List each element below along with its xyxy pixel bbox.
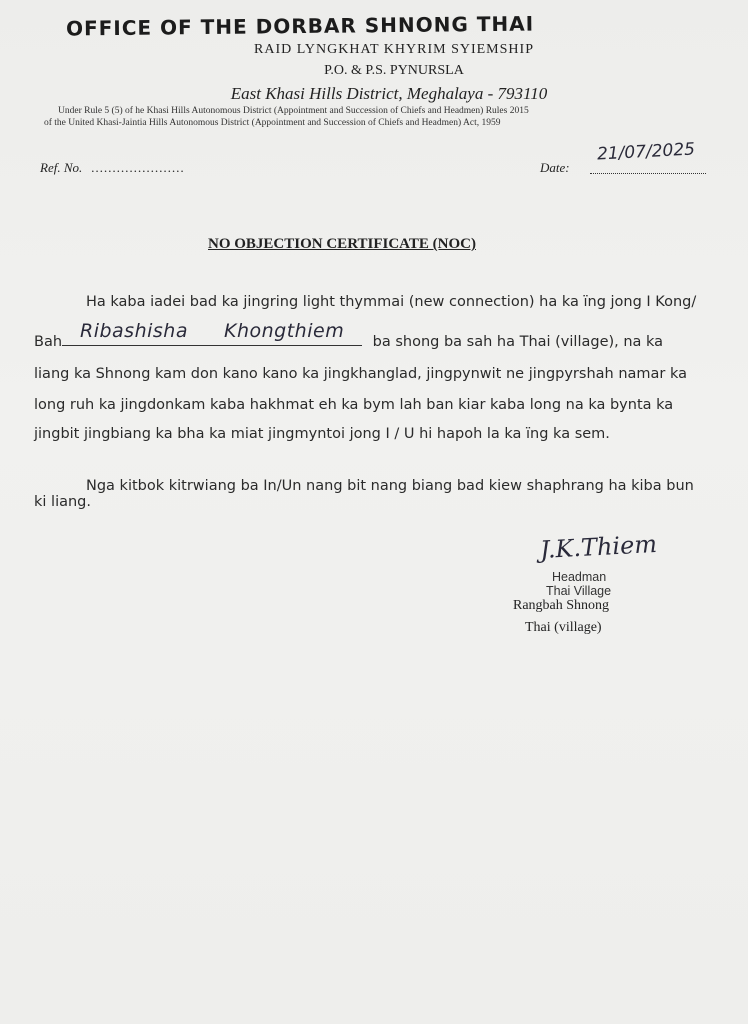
rule-reference-line-2: of the United Khasi-Jaintia Hills Autonomous District (Appointment and Succession of Chiefs and Headmen) Act, 1959 <box>44 118 501 128</box>
district-line: East Khasi Hills District, Meghalaya - 793110 <box>230 84 548 103</box>
certificate-title: NO OBJECTION CERTIFICATE (NOC) <box>208 236 476 252</box>
ref-label: Ref. No. <box>40 160 83 175</box>
date-label: Date: <box>540 160 570 175</box>
paragraph-1-line-1: Ha kaba iadei bad ka jingring light thymmai (new connection) ha ka ïng jong I Kong/ <box>86 294 697 310</box>
handwritten-name <box>80 320 344 342</box>
paragraph-1-line-5: jingbit jingbiang ka bha ka miat jingmyntoi jong I / U hi hapoh la ka ïng ka sem. <box>34 426 610 442</box>
handwritten-first-name: Ribashisha <box>80 320 188 342</box>
paragraph-1-line-3: liang ka Shnong kam don kano kano ka jingkhanglad, jingpynwit ne jingpyrshah namar ka <box>34 366 688 382</box>
ref-blank: ...................... <box>91 160 185 175</box>
handwritten-last-name: Khongthiem <box>224 320 345 342</box>
paragraph-2-line-2: ki liang. <box>34 494 91 510</box>
village-line: RAID LYNGKHAT KHYRIM SYIEMSHIP <box>254 42 534 57</box>
paragraph-1-line-4: long ruh ka jingdonkam kaba hakhmat eh ka bym lah ban kiar kaba long na ka bynta ka <box>34 397 674 413</box>
rule-reference-line-1: Under Rule 5 (5) of he Khasi Hills Autonomous District (Appointment and Succession of Chiefs and Headmen) Rules 2015 <box>58 106 529 116</box>
office-title: OFFICE OF THE DORBAR SHNONG THAI <box>65 11 535 41</box>
date-dotted-line <box>590 173 706 174</box>
signatory-title: Rangbah Shnong <box>513 598 610 613</box>
stamp-headman: Headman <box>552 570 607 584</box>
headman-signature: J.K.Thiem <box>539 529 658 565</box>
signatory-village: Thai (village) <box>525 620 602 635</box>
bah-label: Bah <box>34 334 63 350</box>
reference-number <box>40 160 185 176</box>
date-handwritten: 21/07/2025 <box>596 139 696 165</box>
paragraph-1-line-2-text: ba shong ba sah ha Thai (village), na ka <box>372 334 664 350</box>
stamp-thai-village: Thai Village <box>546 584 612 598</box>
paragraph-2-line-1: Nga kitbok kitrwiang ba In/Un nang bit nang biang bad kiew shaphrang ha kiba bun <box>86 478 694 494</box>
post-office-line: P.O. & P.S. PYNURSLA <box>324 63 464 78</box>
